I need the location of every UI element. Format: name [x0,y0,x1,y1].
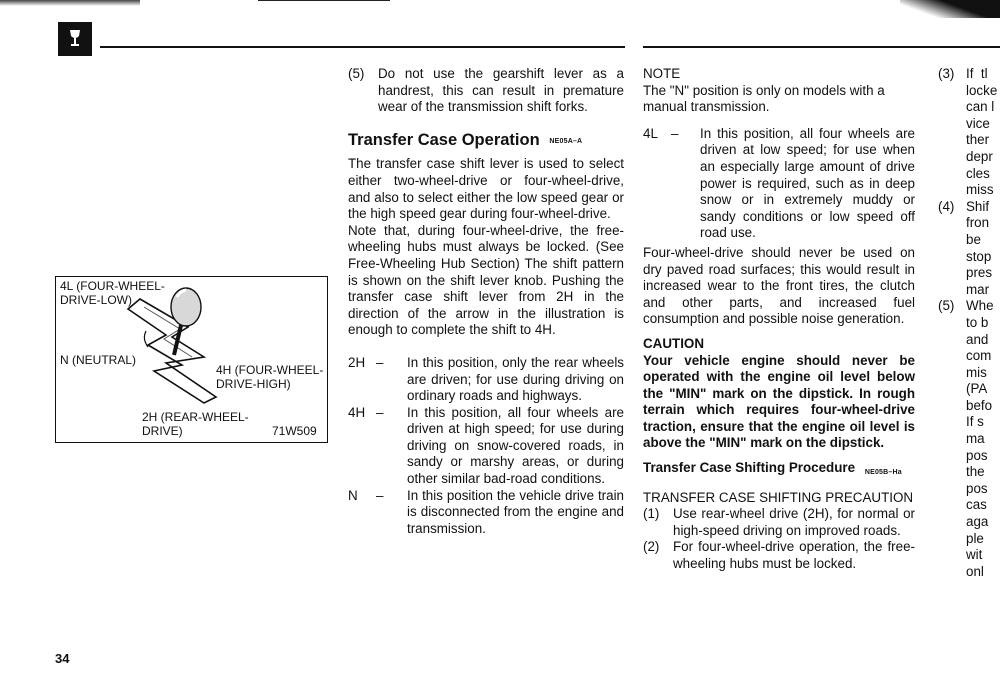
text-line: ma [966,431,985,447]
text-line: vice [966,115,990,131]
item-text [966,66,1000,199]
caution-title: CAUTION [643,335,704,351]
text-line: com [966,348,992,364]
text-line: the [966,464,985,480]
section-heading [348,132,624,151]
top-edge-shadow [0,0,140,6]
text-line: mar [966,281,990,297]
definition-text: In this position, only the rear wheels are driven; for use during driving on ordinary roads and highways. [407,354,624,404]
label-4l: 4L (FOUR-WHEEL- DRIVE-LOW) [60,279,165,307]
text-line: cles [966,165,990,181]
text-line: onl [966,563,984,579]
text-line: and [966,331,989,347]
header-rule-right [643,46,1000,48]
shift-pattern-figure [55,276,328,443]
text-line: can l [966,99,995,115]
list-item [938,298,1000,580]
label-neutral: N (NEUTRAL) [60,353,137,367]
item-text: Use rear-wheel drive (2H), for normal or high-speed driving on improved roads. [673,506,915,538]
caution-text: Your vehicle engine should never be operated with the engine oil level below the "MIN" mark on the dipstick. In rough terrain which requires four-wheel-drive traction, ensure that the engine oil level is above the "MIN" mark on the dipstick. [643,352,915,451]
definition-text: In this position, all four wheels are driven at low speed; for use when an especially large amount of drive power is required, such as in deep snow or in extremely muddy or sandy conditions or low speed off road use. [700,125,915,241]
item-text: For four-wheel-drive operation, the free-wheeling hubs must be locked. [673,539,915,572]
text-line: Shif [966,198,990,214]
text-line: depr [966,148,993,164]
precaution-title: TRANSFER CASE SHIFTING PRECAUTION [643,489,914,505]
heading-text: Transfer Case Operation [348,130,540,149]
figure-code: 71W509 [272,424,317,438]
text-line: fron [966,215,990,231]
text-line: wit [966,547,983,563]
definition-list [348,355,624,538]
item-number: (1) [643,506,660,522]
list-item [938,199,1000,299]
text-line: If tl [966,66,988,81]
text-line: stop [966,248,992,264]
definition-dash: – [376,404,384,420]
top-rule-short [258,0,390,1]
text-line: If s [966,414,984,430]
label-4h: 4H (FOUR-WHEEL- DRIVE-HIGH) [216,363,324,391]
page-number: 34 [55,651,70,666]
text-line: Whe [966,298,994,314]
text-line: ther [966,132,990,148]
paragraph: The transfer case shift lever is used to select either two-wheel-drive or four-wheel-drive, and also to select either the low speed gear or the high speed gear during four-wheel-drive. [348,156,624,222]
definition-item [348,355,624,405]
definition-dash: – [376,354,384,370]
definition-dash: – [671,125,679,141]
paragraph: Note that, during four-wheel-drive, the free-wheeling hubs must always be locked. (See Free-Wheeling Hub Section) The shift pattern is shown on the shift lever knob. Pushing the transfer case shift lever from 2H in the direction of the arrow in the illustration is enough to complete the shift to 4H. [348,222,624,338]
item-text [966,199,1000,299]
item-text [966,298,1000,580]
definition-item [348,488,624,538]
text-line: miss [966,182,994,198]
list-item [643,539,915,572]
note-text: The "N" position is only on models with a manual transmission. [643,82,885,115]
paragraph: Four-wheel-drive should never be used on dry paved road surfaces; this would result in increased wear to the front tires, the clutch and other parts, and increased fuel consumption and possible noise generation. [643,244,915,327]
column-1 [348,66,624,537]
item-number: (5) [348,66,365,81]
column-3 [938,66,1000,580]
definition-text: In this position, all four wheels are driven at high speed; for use during driving on snow-covered roads, in sandy or marshy areas, or during other similar bad-road conditions. [407,404,624,487]
text-line: aga [966,514,989,530]
heading-code: NE05A–A [549,137,583,145]
text-line: cas [966,497,987,513]
definition-text: In this position the vehicle drive train is disconnected from the engine and transmission. [407,487,624,536]
text-line: to b [966,314,989,330]
definition-item [643,126,915,242]
text-line: ple [966,530,984,546]
definition-term: 4H [348,404,366,420]
list-item [348,66,624,116]
procedure-title: Transfer Case Shifting Procedure [643,460,856,476]
definition-item [348,405,624,488]
list-item [938,66,1000,199]
definition-term: 4L [643,125,658,141]
item-number: (2) [643,539,660,555]
definition-term: N [348,487,358,503]
procedure-heading [643,460,915,482]
list-item [643,506,915,539]
text-line: (PA [966,381,988,397]
definition-term: 2H [348,354,366,370]
item-number: (4) [938,198,955,214]
text-line: befo [966,397,993,413]
column-2 [643,66,915,573]
text-line: pos [966,447,988,463]
item-number: (3) [938,66,955,81]
text-line: locke [966,82,998,98]
text-line: mis [966,364,987,380]
header-rule-left [100,46,625,48]
section-tab [58,22,92,56]
item-text: Do not use the gearshift lever as a handrest, this can result in premature wear of the transmission shift forks. [378,66,624,115]
procedure-code: NE05B–Ha [864,469,902,477]
text-line: be [966,231,981,247]
text-line: pres [966,265,993,281]
note-title: NOTE [643,66,681,81]
text-line: pos [966,480,988,496]
binding-shadow [900,0,1000,18]
wine-glass-icon [66,29,84,49]
definition-dash: – [376,487,384,503]
item-number: (5) [938,298,955,314]
label-2h: 2H (REAR-WHEEL- DRIVE) [142,410,249,438]
